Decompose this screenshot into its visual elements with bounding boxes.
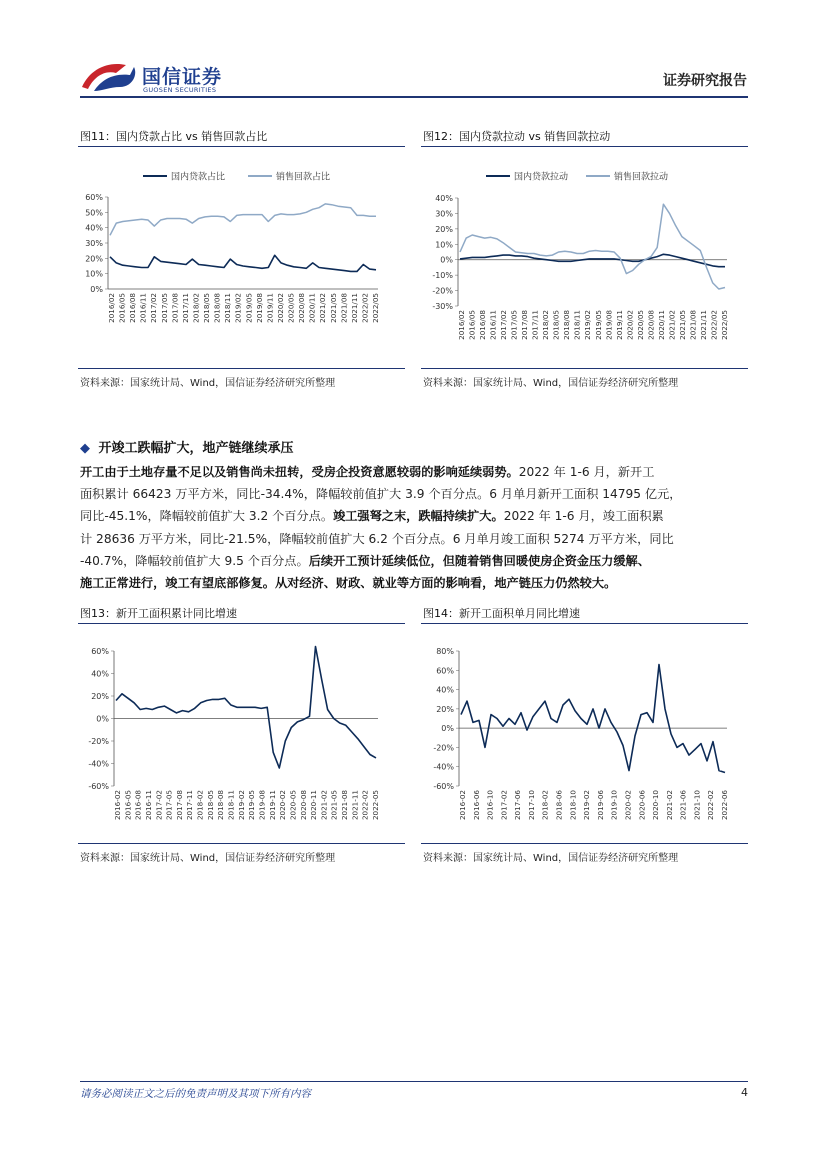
bold-run: 后续开工预计延续低位，但随着销售回暖使房企资金压力缓解、 [308,553,650,568]
x-tick-label: 2020/02 [275,293,285,323]
x-tick-label: 2018/05 [202,293,212,323]
x-tick-label: 2021-08 [340,790,350,821]
x-tick-label: 2018/08 [562,310,572,340]
x-tick-label: 2016/11 [488,310,498,340]
x-tick-label: 2017-08 [174,790,184,821]
x-tick-label: 2019/05 [593,310,603,340]
x-tick-label: 2020-02 [278,790,288,821]
section-title: 开竣工跌幅扩大，地产链继续承压 [98,441,294,456]
x-tick-label: 2021/08 [339,293,349,323]
x-tick-label: 2022/02 [360,293,370,323]
figure-source-rule [421,843,748,844]
figure-title-rule [421,623,748,624]
x-tick-label: 2018-06 [554,790,564,821]
bold-run: 开工由于土地存量不足以及销售尚未扭转，受房企投资意愿较弱的影响延续弱势。 [80,465,519,479]
x-tick-label: 2019/02 [583,310,593,340]
x-tick-label: 2019/11 [265,293,275,323]
x-tick-label: 2017/02 [149,293,159,323]
x-tick-label: 2021/05 [328,293,338,323]
footer-disclaimer: 请务必阅读正文之后的免责声明及其项下所有内容 [80,1088,311,1100]
series-line [460,204,725,289]
x-tick-label: 2019-02 [236,790,246,821]
y-tick-label: -20% [433,743,454,753]
x-tick-label: 2021-02 [319,790,329,821]
x-tick-label: 2022-06 [720,790,729,821]
x-tick-label: 2020/11 [656,310,666,340]
x-tick-label: 2020/05 [286,293,296,323]
report-type: 证券研究报告 [663,73,747,89]
x-tick-label: 2017/05 [509,310,519,340]
figure-source-rule [78,368,405,369]
y-tick-label: -60% [433,782,454,791]
page-number: 4 [741,1086,748,1099]
y-tick-label: 0% [90,285,103,294]
y-tick-label: 0% [96,714,109,724]
x-tick-label: 2020-02 [623,790,633,821]
x-tick-label: 2018/05 [551,310,561,340]
series-line [110,255,376,271]
y-tick-label: 40% [436,685,454,695]
y-tick-label: 20% [436,704,454,714]
x-tick-label: 2017-05 [164,790,174,821]
text-run: 2022 年 1-6 月，竣工面积累 [503,509,664,524]
series-line [460,254,725,266]
paragraph-line [80,505,748,527]
x-tick-label: 2016/05 [117,293,127,323]
y-tick-label: -40% [88,759,109,769]
figure-14 [421,601,748,871]
x-tick-label: 2017/05 [159,293,169,323]
x-tick-label: 2016-08 [133,790,143,821]
y-tick-label: 40% [91,669,109,679]
legend-label: 国内贷款拉动 [514,172,569,183]
x-tick-label: 2021/08 [688,310,698,340]
x-tick-label: 2018-11 [226,790,236,821]
paragraph-line [80,483,748,505]
figure-title: 图14：新开工面积单月同比增速 [423,607,580,620]
x-tick-label: 2017/02 [499,310,509,340]
x-tick-label: 2020/11 [307,293,317,323]
x-tick-label: 2016-10 [485,790,495,821]
x-tick-label: 2016/05 [467,310,477,340]
series-line [116,647,376,769]
series-line [461,665,725,773]
paragraph-line [80,572,748,594]
y-tick-label: 30% [85,239,103,248]
bold-run: 竣工强弩之末，跌幅持续扩大。 [333,509,504,524]
footer-rule [80,1081,748,1082]
figure-12 [421,124,748,394]
chart-loan-vs-sales-share [78,160,405,370]
y-tick-label: -40% [433,762,454,772]
x-tick-label: 2018-08 [216,790,226,821]
x-tick-label: 2021-11 [350,790,360,821]
x-tick-label: 2017-11 [185,790,195,821]
x-tick-label: 2021/11 [698,310,708,340]
x-tick-label: 2021-10 [692,790,702,821]
x-tick-label: 2018-05 [205,790,215,821]
x-tick-label: 2020/05 [635,310,645,340]
x-tick-label: 2022-02 [360,790,370,821]
y-tick-label: -20% [88,737,109,746]
x-tick-label: 2018/08 [212,293,222,323]
figure-source-rule [421,368,748,369]
y-tick-label: 20% [91,692,109,701]
y-tick-label: -30% [432,302,453,311]
x-tick-label: 2019/02 [233,293,243,323]
x-tick-label: 2018/11 [223,293,233,323]
figure-title-rule [421,146,748,147]
x-tick-label: 2020/08 [646,310,656,340]
section-bullet-icon: ◆ [80,441,90,456]
x-tick-label: 2017-02 [499,790,509,821]
x-tick-label: 2016-11 [143,790,153,821]
x-tick-label: 2020-05 [288,790,298,821]
figure-source-rule [78,843,405,844]
figure-source: 资料来源：国家统计局、Wind，国信证券经济研究所整理 [423,378,679,389]
x-tick-label: 2016/02 [107,293,116,323]
x-tick-label: 2019-05 [247,790,257,821]
x-tick-label: 2021/11 [349,293,359,323]
section-heading [80,437,294,456]
x-tick-label: 2018/11 [572,310,582,340]
x-tick-label: 2019-11 [267,790,277,821]
text-run: 面积累计 66423 万平方米，同比-34.4%，降幅较前值扩大 3.9 个百分点。6 月单月新开工面积 14795 亿元， [80,487,682,502]
y-tick-label: 0% [441,724,454,734]
y-tick-label: 10% [85,269,103,279]
legend-label: 国内贷款占比 [171,172,226,183]
x-tick-label: 2020/08 [297,293,307,323]
x-tick-label: 2019/08 [254,293,264,323]
figure-title: 图11：国内贷款占比 vs 销售回款占比 [80,130,268,143]
y-tick-label: 50% [85,208,103,218]
x-tick-label: 2016-02 [113,790,122,821]
figure-source: 资料来源：国家统计局、Wind，国信证券经济研究所整理 [80,853,336,864]
x-tick-label: 2017/11 [530,310,540,340]
chart-new-starts-monthly-yoy [421,641,748,841]
x-tick-label: 2016/08 [128,293,138,323]
y-tick-label: -60% [88,782,109,791]
text-run: -40.7%，降幅较前值扩大 9.5 个百分点。 [80,553,309,568]
x-tick-label: 2018-02 [195,790,205,821]
x-tick-label: 2021-06 [678,790,688,821]
figure-title: 图13：新开工面积累计同比增速 [80,607,237,620]
x-tick-label: 2020-11 [309,790,319,821]
x-tick-label: 2017-10 [526,790,536,821]
guosen-logo-icon [80,57,138,95]
x-tick-label: 2018-02 [540,790,550,821]
x-tick-label: 2021/02 [318,293,328,323]
y-tick-label: 60% [91,647,109,656]
x-tick-label: 2018/02 [541,310,551,340]
x-tick-label: 2016-05 [123,790,133,821]
figure-source: 资料来源：国家统计局、Wind，国信证券经济研究所整理 [80,378,336,389]
y-tick-label: 60% [436,666,454,676]
y-tick-label: 30% [435,209,453,219]
x-tick-label: 2019-10 [609,790,619,821]
x-tick-label: 2021/02 [667,310,677,340]
x-tick-label: 2019-06 [595,790,605,821]
x-tick-label: 2019-08 [257,790,267,821]
x-tick-label: 2019/08 [604,310,614,340]
header [0,0,827,100]
figure-title: 图12：国内贷款拉动 vs 销售回款拉动 [423,130,611,143]
figure-13 [78,601,405,871]
y-tick-label: 80% [436,647,454,656]
text-run: 同比-45.1%，降幅较前值扩大 3.2 个百分点。 [80,509,334,524]
y-tick-label: 20% [435,224,453,234]
x-tick-label: 2017-02 [154,790,164,821]
chart-new-starts-cumulative-yoy [78,641,405,841]
text-run: 2022 年 1-6 月，新开工 [518,465,655,479]
x-tick-label: 2020-06 [637,790,647,821]
y-tick-label: 0% [440,255,453,265]
x-tick-label: 2016/02 [457,310,466,340]
figure-source: 资料来源：国家统计局、Wind，国信证券经济研究所整理 [423,853,679,864]
chart-loan-vs-sales-contribution [421,160,748,370]
x-tick-label: 2017/11 [180,293,190,323]
x-tick-label: 2020/02 [625,310,635,340]
x-tick-label: 2021/05 [677,310,687,340]
x-tick-label: 2016-02 [458,790,467,821]
x-tick-label: 2018/02 [191,293,201,323]
x-tick-label: 2022-05 [371,790,380,821]
y-tick-label: 40% [435,194,453,203]
x-tick-label: 2016-06 [471,790,481,821]
x-tick-label: 2020-10 [651,790,661,821]
series-line [110,204,376,235]
paragraph-line [80,550,748,572]
x-tick-label: 2018-10 [568,790,578,821]
header-rule [80,96,748,98]
x-tick-label: 2019/11 [614,310,624,340]
paragraph-line [80,528,748,550]
y-tick-label: 10% [435,240,453,250]
x-tick-label: 2017/08 [520,310,530,340]
y-tick-label: -20% [432,286,453,296]
text-run: 计 28636 万平方米，同比-21.5%，降幅较前值扩大 6.2 个百分点。6 月单月竣工面积 5274 万平方米，同比 [80,531,674,546]
x-tick-label: 2016/11 [138,293,148,323]
x-tick-label: 2016/08 [478,310,488,340]
y-tick-label: 60% [85,193,103,202]
x-tick-label: 2017-06 [513,790,523,821]
paragraph-line [80,461,748,483]
logo-subtext: GUOSEN SECURITIES [143,86,217,94]
y-tick-label: -10% [432,271,453,281]
figure-title-rule [78,623,405,624]
legend-label: 销售回款拉动 [614,172,669,183]
x-tick-label: 2019-02 [582,790,592,821]
x-tick-label: 2022/02 [709,310,719,340]
legend-label: 销售回款占比 [276,172,331,183]
figure-11 [78,124,405,394]
x-tick-label: 2017/08 [170,293,180,323]
logo-text: 国信证券 [142,66,223,88]
x-tick-label: 2022-02 [706,790,716,821]
y-tick-label: 40% [85,223,103,233]
section-paragraph [80,461,748,594]
x-tick-label: 2021-05 [329,790,339,821]
bold-run: 施工正常进行，竣工有望底部修复。从对经济、财政、就业等方面的影响看，地产链压力仍然较大。 [80,576,617,591]
x-tick-label: 2022/05 [720,310,729,340]
figure-title-rule [78,146,405,147]
x-tick-label: 2019/05 [244,293,254,323]
x-tick-label: 2021-02 [664,790,674,821]
x-tick-label: 2022/05 [371,293,380,323]
x-tick-label: 2020-08 [298,790,308,821]
y-tick-label: 20% [85,254,103,264]
